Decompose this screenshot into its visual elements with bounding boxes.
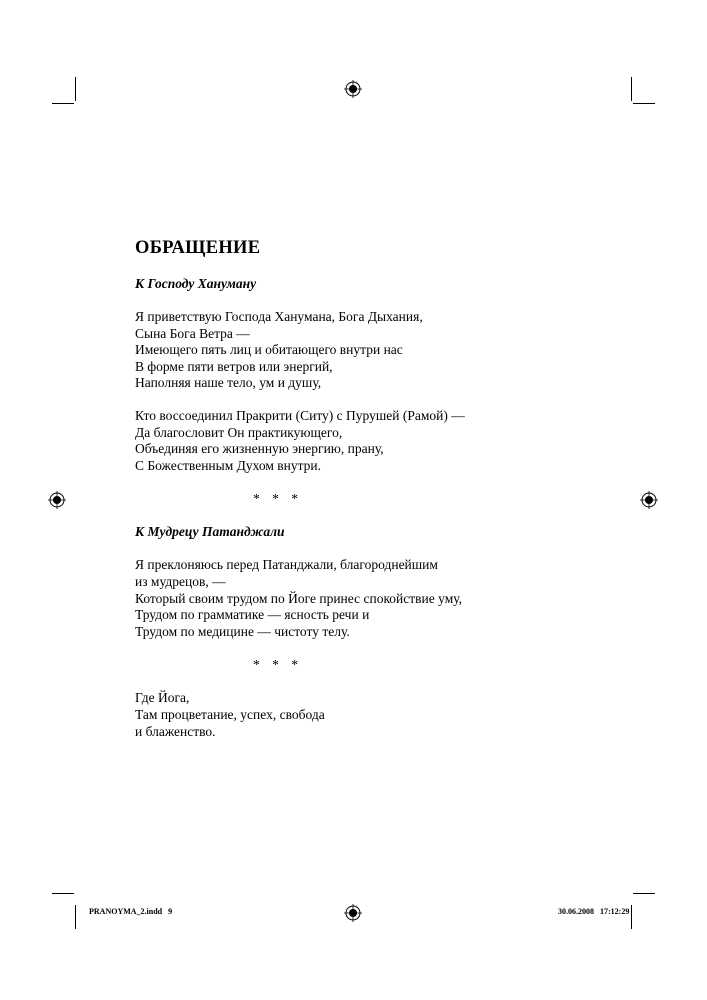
registration-mark-icon	[344, 904, 362, 922]
verse-line: С Божественным Духом внутри.	[135, 457, 322, 473]
verse-line: Я преклоняюсь перед Патанджали, благороднейшим	[135, 557, 438, 573]
page-title: ОБРАЩЕНИЕ	[135, 238, 261, 258]
file-slug: PRANOYMA_2.indd 9	[89, 907, 173, 916]
verse-line: Трудом по медицине — чистоту телу.	[135, 623, 350, 639]
crop-mark	[633, 103, 655, 104]
verse-line: Наполняя наше тело, ум и душу,	[135, 375, 322, 391]
stanza	[135, 309, 575, 392]
verse-line: Да благословит Он практикующего,	[135, 424, 343, 440]
verse-line: и блаженство.	[135, 723, 216, 739]
stanza	[135, 557, 575, 640]
verse-line: Я приветствую Господа Ханумана, Бога Дыхания,	[135, 309, 423, 324]
verse-line: Который своим трудом по Йоге принес спокойствие уму,	[135, 590, 463, 606]
verse-line: Сына Бога Ветра —	[135, 325, 250, 341]
registration-mark-icon	[48, 491, 66, 509]
separator: * * *	[253, 491, 298, 507]
stanza	[135, 408, 575, 474]
section-subtitle: К Господу Хануману	[135, 276, 257, 291]
crop-mark	[633, 893, 655, 894]
registration-mark-icon	[640, 491, 658, 509]
page-content	[135, 238, 575, 740]
closing-stanza	[135, 690, 575, 740]
section-subtitle: К Мудрецу Патанджали	[135, 524, 285, 540]
verse-line: Где Йога,	[135, 690, 190, 706]
crop-mark	[631, 77, 632, 101]
crop-mark	[631, 905, 632, 929]
verse-line: Там процветание, успех, свобода	[135, 706, 325, 722]
verse-line: Трудом по грамматике — ясность речи и	[135, 607, 370, 623]
verse-line: из мудрецов, —	[135, 573, 226, 589]
verse-line: В форме пяти ветров или энергий,	[135, 358, 333, 374]
verse-line: Объединяя его жизненную энергию, прану,	[135, 441, 384, 457]
verse-line: Кто воссоединил Пракрити (Ситу) с Пурушей (Рамой) —	[135, 407, 465, 423]
verse-line: Имеющего пять лиц и обитающего внутри нас	[135, 342, 403, 358]
crop-mark	[75, 905, 76, 929]
crop-mark	[52, 103, 74, 104]
separator: * * *	[253, 657, 298, 673]
crop-mark	[52, 893, 74, 894]
registration-mark-icon	[344, 80, 362, 98]
timestamp-slug: 30.06.2008 17:12:29	[558, 907, 630, 916]
crop-mark	[75, 77, 76, 101]
